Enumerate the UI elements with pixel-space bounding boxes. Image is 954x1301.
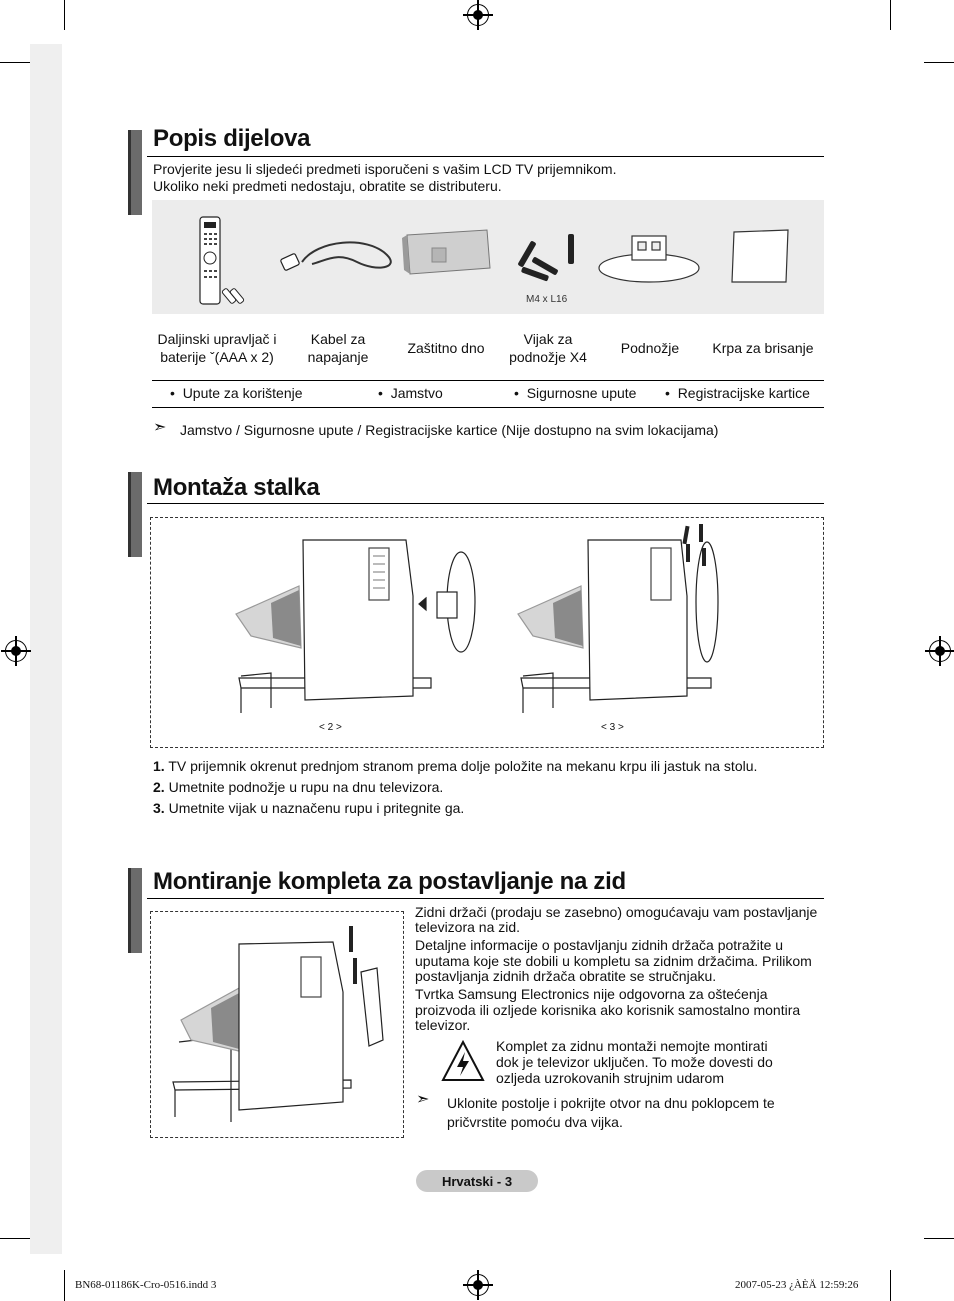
file-slug: BN68-01186K-Cro-0516.indd 3 [75, 1279, 217, 1291]
figure-step-3 [518, 524, 718, 713]
stand-base-icon [599, 236, 699, 282]
registration-mark-icon [467, 4, 489, 26]
stand-section-title: Montaža stalka [153, 474, 320, 501]
parts-illustrations [152, 200, 824, 314]
note-arrow-icon: ➣ [416, 1091, 430, 1108]
figure-label-step-3: < 3 > [601, 722, 624, 733]
crop-mark [890, 0, 891, 30]
wall-figure-frame [150, 911, 404, 1138]
stand-figure-frame [150, 517, 824, 748]
section-marker [128, 868, 142, 953]
registration-mark-icon [5, 640, 27, 662]
section-marker [128, 130, 142, 215]
wall-text-line: uputama koje ste dobili u kompletu sa zidnim držačima. Prilikom [415, 953, 812, 969]
part-label-screws: Vijak za podnožje X4 [509, 331, 587, 365]
part-label-cloth: Krpa za brisanje [712, 340, 814, 356]
wall-text-line: televizor. [415, 1017, 471, 1033]
wall-mount-illustration [151, 912, 403, 1137]
registration-mark-icon [467, 1274, 489, 1296]
accessory-item: • Registracijske kartice [665, 385, 810, 401]
registration-mark-icon [929, 640, 951, 662]
accessory-item: • Upute za korištenje [170, 385, 303, 401]
crop-mark [0, 62, 30, 63]
power-cord-icon [280, 242, 391, 270]
parts-intro-line1: Provjerite jesu li sljedeći predmeti isporučeni s vašim LCD TV prijemnikom. [153, 161, 617, 177]
wall-text-line: postavljanja zidnih držača obratite se stručnjaku. [415, 968, 717, 984]
print-timestamp: 2007-05-23 ¿ÀÈÄ 12:59:26 [735, 1279, 859, 1291]
crop-mark [924, 62, 954, 63]
part-label-cover: Zaštitno dno [407, 340, 485, 356]
stand-assembly-illustration [151, 518, 823, 747]
page-number-badge: Hrvatski - 3 [416, 1170, 538, 1192]
part-label-power-cord: Kabel za napajanje [307, 331, 369, 365]
screws-icon [517, 234, 574, 282]
section-marker [128, 472, 142, 557]
stand-step: 1. TV prijemnik okrenut prednjom stranom prema dolje položite na mekanu krpu ili jastuk na stolu. [153, 758, 758, 774]
crop-mark [924, 1238, 954, 1239]
warning-text-line: Komplet za zidnu montaži nemojte montirati [496, 1038, 768, 1054]
wall-text-line: proizvoda ili ozljede korisnika ako korisnik samostalno montira [415, 1002, 801, 1018]
parts-note: Jamstvo / Sigurnosne upute / Registracijske kartice (Nije dostupno na svim lokacijama) [180, 422, 719, 438]
section-rule [147, 503, 824, 504]
crop-mark [64, 1270, 65, 1301]
figure-label-step-2: < 2 > [319, 722, 342, 733]
part-label-stand: Podnožje [620, 340, 680, 356]
stand-step: 3. Umetnite vijak u naznačenu rupu i pritegnite ga. [153, 800, 465, 816]
warning-text-line: ozljeda uzrokovanih strujnim udarom [496, 1070, 724, 1086]
warning-text-line: dok je televizor uključen. To može dovesti do [496, 1054, 773, 1070]
wall-section-title: Montiranje kompleta za postavljanje na zid [153, 868, 626, 895]
crop-mark [0, 1238, 30, 1239]
wall-text-line: Detaljne informacije o postavljanju zidnih držača potražite u [415, 937, 784, 953]
accessory-item: • Jamstvo [378, 385, 443, 401]
crop-mark [890, 1270, 891, 1301]
screw-spec-label: M4 x L16 [526, 294, 568, 305]
section-rule [147, 898, 824, 899]
parts-section-title: Popis dijelova [153, 125, 311, 152]
stand-step: 2. Umetnite podnožje u rupu na dnu televizora. [153, 779, 444, 795]
protective-cover-icon [402, 230, 490, 274]
figure-step-2 [236, 540, 475, 713]
accessory-item: • Sigurnosne upute [514, 385, 637, 401]
wall-text-line: Zidni držači (prodaju se zasebno) omogućavaju vam postavljanje [415, 904, 818, 920]
parts-intro-line2: Ukoliko neki predmeti nedostaju, obratite se distributeru. [153, 178, 502, 194]
crop-mark [64, 0, 65, 30]
electric-shock-warning-icon [441, 1040, 485, 1084]
cleaning-cloth-icon [732, 230, 788, 282]
wall-note-line: Uklonite postolje i pokrijte otvor na dnu poklopcem te [447, 1095, 775, 1111]
note-arrow-icon: ➣ [153, 419, 167, 436]
remote-control-icon [200, 217, 244, 304]
part-label-remote: Daljinski upravljač i baterije ˇ(AAA x 2) [157, 331, 277, 365]
wall-text-line: televizora na zid. [415, 919, 521, 935]
wall-note-line: pričvrstite pomoću dva vijka. [447, 1114, 623, 1130]
page-margin-strip [30, 44, 62, 1254]
parts-image-panel [152, 200, 824, 314]
wall-text-line: Tvrtka Samsung Electronics nije odgovorna za oštećenja [415, 986, 768, 1002]
section-rule [147, 156, 824, 157]
